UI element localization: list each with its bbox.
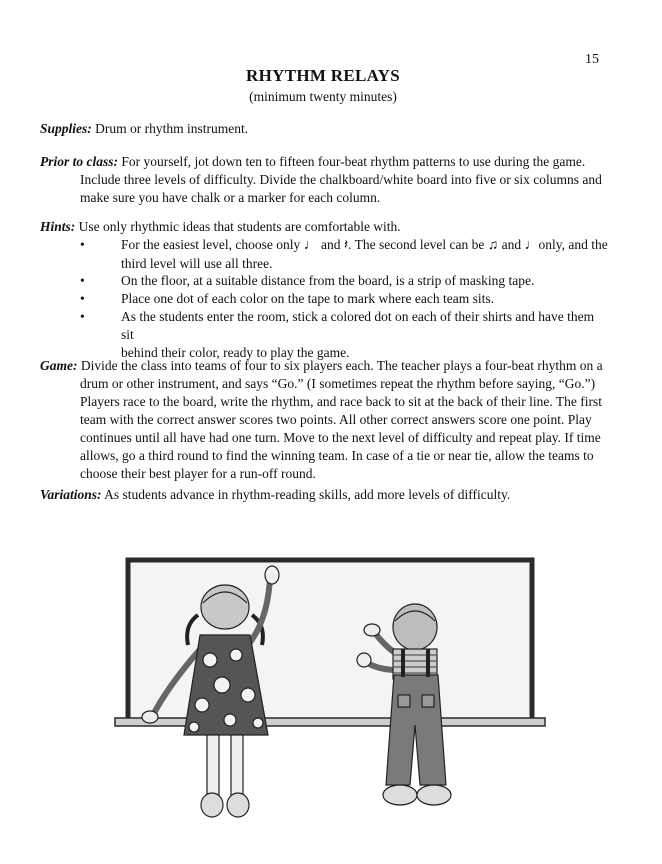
variations-text: As students advance in rhythm-reading skills, add more levels of difficulty.: [104, 487, 511, 502]
variations-label: Variations:: [40, 487, 102, 502]
game-line6: allows, go a third round to find the winning team. In case of a tie or near tie, allow the teams to: [80, 448, 594, 463]
game-line7: choose their best player for a run-off round.: [80, 466, 316, 481]
variations-paragraph: [40, 486, 610, 504]
bullet-icon: •: [80, 237, 85, 252]
chalk-tray: [115, 718, 545, 726]
quarter-rest-icon: 𝄽: [343, 238, 349, 253]
supplies-text: Drum or rhythm instrument.: [95, 121, 249, 136]
children-at-chalkboard-illustration: [110, 555, 550, 860]
game-label: Game:: [40, 358, 78, 373]
hint-text-segment: and: [320, 237, 341, 252]
hint-item-3-text: Place one dot of each color on the tape to mark where each team sits.: [121, 291, 494, 306]
hint-item-2: [80, 272, 609, 290]
bullet-icon: •: [80, 273, 85, 288]
supplies-label: Supplies:: [40, 121, 92, 136]
game-line3: Players race to the board, write the rhythm, and race back to sit at the back of their line. The first: [80, 394, 602, 409]
prior-paragraph: [40, 153, 610, 207]
hints-paragraph: [40, 218, 610, 236]
hint-item-4: [80, 308, 609, 362]
prior-line1: For yourself, jot down ten to fifteen four-beat rhythm patterns to use during the game.: [121, 154, 586, 169]
page-subtitle: (minimum twenty minutes): [249, 89, 397, 104]
prior-line3: make sure you have chalk or a marker for each column.: [80, 190, 381, 205]
eighth-notes-icon: ♫: [487, 238, 499, 253]
hint-item-2-text: On the floor, at a suitable distance from the board, is a strip of masking tape.: [121, 273, 535, 288]
hint-text-segment: For the easiest level, choose only: [121, 237, 301, 252]
bullet-icon: •: [80, 291, 85, 306]
hint-text-segment: only, and the: [538, 237, 608, 252]
game-line2: drum or other instrument, and says “Go.” (I sometimes repeat the rhythm before saying, “Go.”): [80, 376, 596, 391]
page-number: 15: [585, 52, 599, 67]
prior-line2: Include three levels of difficulty. Divide the chalkboard/white board into five or six columns and: [80, 172, 602, 187]
hints-intro: Use only rhythmic ideas that students are comfortable with.: [78, 219, 401, 234]
hints-label: Hints:: [40, 219, 76, 234]
page-title: RHYTHM RELAYS: [246, 66, 400, 85]
quarter-note-icon: ♩: [524, 238, 539, 253]
hint-text-segment: . The second level can be: [348, 237, 485, 252]
hint-item-4-line1: As the students enter the room, stick a colored dot on each of their shirts and have them sit: [121, 309, 595, 342]
hint-item-3: [80, 290, 609, 308]
hint-item-1-line2: third level will use all three.: [121, 256, 273, 271]
game-paragraph: [40, 357, 610, 483]
game-line4: team with the correct answer scores two points. All other correct answers score one point. Play: [80, 412, 592, 427]
prior-label: Prior to class:: [40, 154, 119, 169]
hint-item-1: [80, 236, 609, 273]
game-line1: Divide the class into teams of four to six players each. The teacher plays a four-beat rhythm on a: [80, 358, 603, 373]
hint-item-1-line1: [84, 236, 609, 255]
bullet-icon: •: [80, 309, 85, 324]
hint-item-4-line2: behind their color, ready to play the game.: [121, 345, 350, 360]
quarter-note-icon: ♩: [303, 238, 318, 253]
supplies-paragraph: [40, 120, 610, 138]
game-line5: continues until all have had one turn. Move to the next level of difficulty and repeat play. If time: [80, 430, 601, 445]
hint-text-segment: and: [501, 237, 522, 252]
